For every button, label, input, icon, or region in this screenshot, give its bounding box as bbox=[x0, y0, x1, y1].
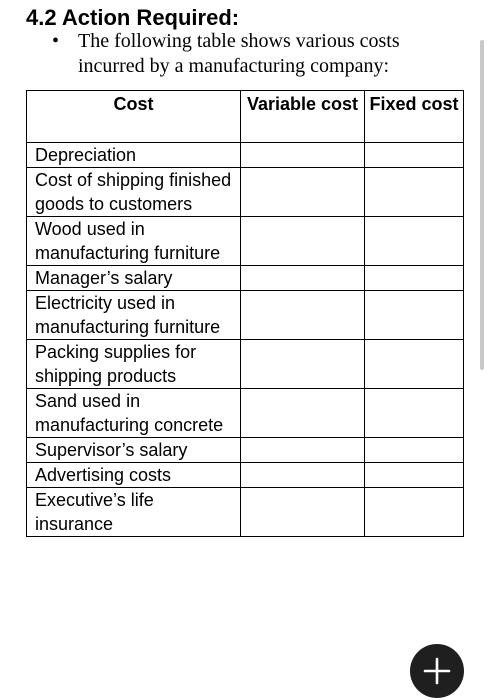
table-row bbox=[27, 488, 464, 537]
cost-item-label: Supervisor’s salary bbox=[27, 438, 241, 463]
variable-cost-cell[interactable] bbox=[241, 389, 365, 438]
fixed-cost-cell[interactable] bbox=[365, 217, 464, 266]
cost-item-label: Sand used in manufacturing concrete bbox=[27, 389, 241, 438]
cost-item-label: Cost of shipping finished goods to customers bbox=[27, 168, 241, 217]
variable-cost-cell[interactable] bbox=[241, 291, 365, 340]
fixed-cost-cell[interactable] bbox=[365, 168, 464, 217]
add-button[interactable] bbox=[410, 644, 464, 698]
plus-icon bbox=[422, 656, 452, 686]
variable-cost-cell[interactable] bbox=[241, 168, 365, 217]
table-row bbox=[27, 463, 464, 488]
cost-item-label: Depreciation bbox=[27, 143, 241, 168]
variable-cost-cell[interactable] bbox=[241, 143, 365, 168]
variable-cost-cell[interactable] bbox=[241, 438, 365, 463]
variable-cost-cell[interactable] bbox=[241, 266, 365, 291]
fixed-cost-cell[interactable] bbox=[365, 463, 464, 488]
header-fixed-cost: Fixed cost bbox=[365, 91, 464, 143]
section-heading: 4.2 Action Required: bbox=[26, 5, 240, 30]
fixed-cost-cell[interactable] bbox=[365, 389, 464, 438]
fixed-cost-cell[interactable] bbox=[365, 438, 464, 463]
fixed-cost-cell[interactable] bbox=[365, 143, 464, 168]
cost-item-label: Wood used in manufacturing furniture bbox=[27, 217, 241, 266]
cost-item-label: Electricity used in manufacturing furniture bbox=[27, 291, 241, 340]
cost-item-label: Packing supplies for shipping products bbox=[27, 340, 241, 389]
cost-item-label: Executive’s life insurance bbox=[27, 488, 241, 537]
table-row bbox=[27, 266, 464, 291]
fixed-cost-cell[interactable] bbox=[365, 291, 464, 340]
variable-cost-cell[interactable] bbox=[241, 340, 365, 389]
variable-cost-cell[interactable] bbox=[241, 463, 365, 488]
table-header-row bbox=[27, 91, 464, 143]
bullet-item bbox=[52, 29, 432, 79]
variable-cost-cell[interactable] bbox=[241, 217, 365, 266]
variable-cost-cell[interactable] bbox=[241, 488, 365, 537]
cost-classification-table bbox=[26, 90, 464, 537]
table-row bbox=[27, 291, 464, 340]
bullet-marker: • bbox=[52, 30, 60, 52]
table-row bbox=[27, 340, 464, 389]
fixed-cost-cell[interactable] bbox=[365, 340, 464, 389]
table-row bbox=[27, 438, 464, 463]
fixed-cost-cell[interactable] bbox=[365, 266, 464, 291]
header-variable-cost: Variable cost bbox=[241, 91, 365, 143]
fixed-cost-cell[interactable] bbox=[365, 488, 464, 537]
table-row bbox=[27, 389, 464, 438]
bullet-text: The following table shows various costs incurred by a manufacturing company: bbox=[78, 30, 400, 77]
table-row bbox=[27, 168, 464, 217]
cost-item-label: Advertising costs bbox=[27, 463, 241, 488]
cost-item-label: Manager’s salary bbox=[27, 266, 241, 291]
table-row bbox=[27, 217, 464, 266]
header-cost: Cost bbox=[27, 91, 241, 143]
table-row bbox=[27, 143, 464, 168]
vertical-scrollbar[interactable] bbox=[480, 40, 484, 370]
